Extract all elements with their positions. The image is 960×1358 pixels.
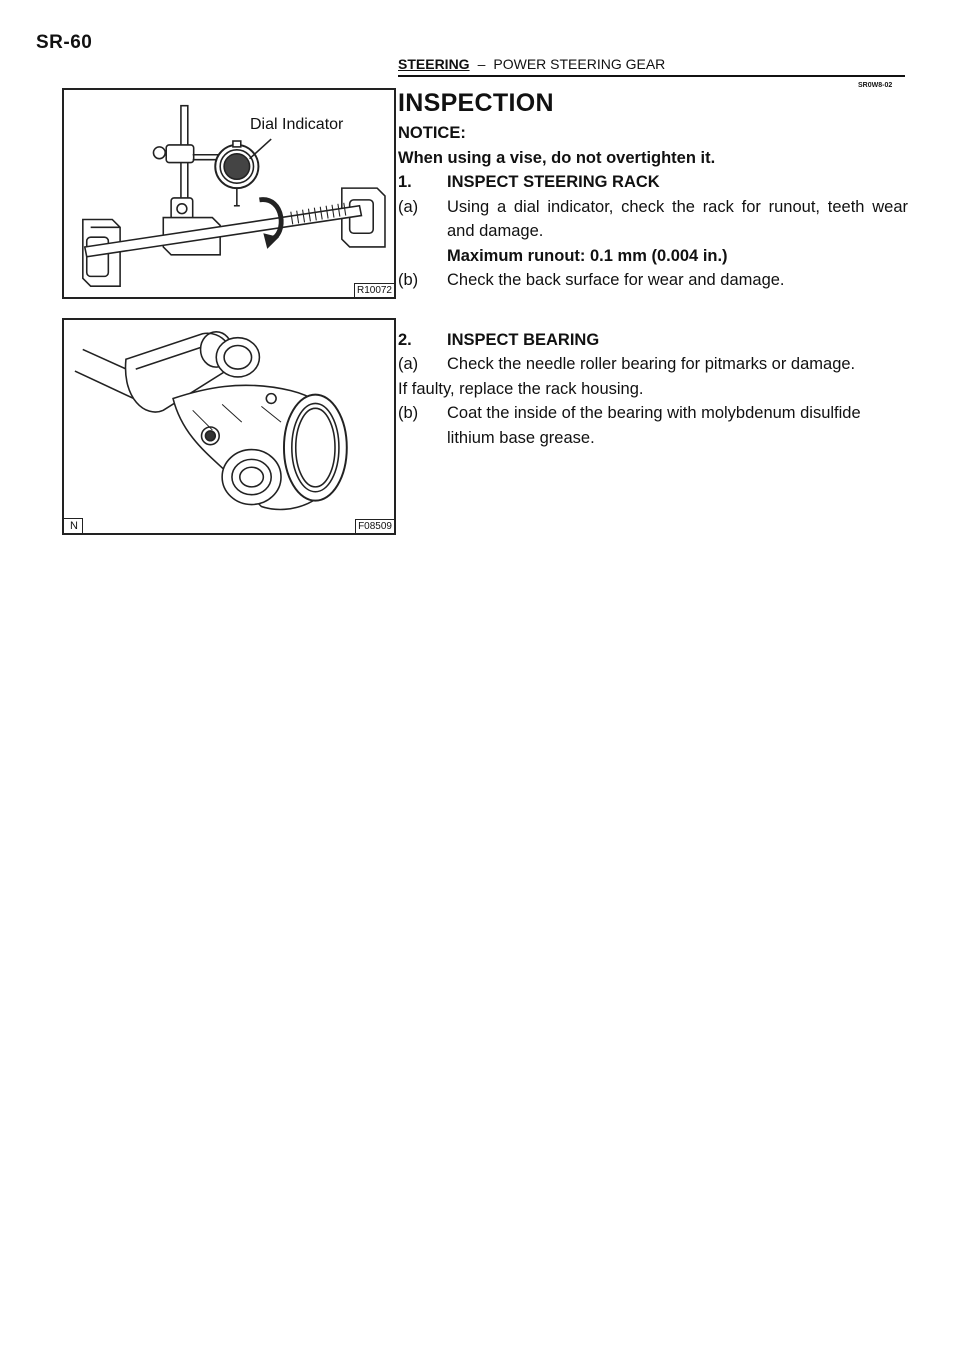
dial-indicator-icon [215,141,258,206]
rack-housing-illustration [64,320,394,533]
section-header [398,56,665,72]
figure-corner-label: N [64,518,83,533]
notice-text: When using a vise, do not overtighten it. [398,148,716,167]
inspection-title: INSPECTION [398,89,554,117]
item-text: Using a dial indicator, check the rack for runout, teeth wear and damage. [447,197,908,240]
step-2-heading [398,328,908,353]
runout-spec: Maximum runout: 0.1 mm (0.004 in.) [447,246,728,265]
page-code: SR-60 [36,32,93,53]
item-text: Coat the inside of the bearing with molybdenum disulfide lithium base grease. [447,404,861,447]
section-separator: – [477,56,486,72]
item-text: Check the needle roller bearing for pitmarks or damage. [447,355,856,373]
rack-runout-illustration [64,90,394,297]
inspection-text [398,88,908,450]
step-number: 2. [398,330,412,349]
document-code: SR0W8-02 [858,82,893,89]
item-label: (b) [398,404,419,422]
figure-id-r10072: R10072 [354,283,394,297]
item-label: (a) [398,197,419,216]
item-label: (a) [398,355,419,373]
step-heading: INSPECT BEARING [447,330,600,349]
step-1-item-b [398,268,908,293]
header-rule [398,75,905,77]
subsection-title: POWER STEERING GEAR [493,56,666,72]
step-2-item-b [398,401,908,450]
replace-note: If faulty, replace the rack housing. [398,379,644,398]
step-number: 1. [398,173,412,191]
step-heading: INSPECT STEERING RACK [447,173,660,191]
step-1-item-a [398,195,908,244]
figure-id-f08509: F08509 [355,519,394,533]
notice-label: NOTICE: [398,124,466,142]
step-1-heading [398,170,908,195]
figure-rack-runout [62,88,396,299]
item-label: (b) [398,271,419,289]
figure-rack-housing [62,318,396,535]
dial-indicator-label: Dial Indicator [250,116,344,133]
step-2-item-a [398,352,908,377]
section-title: STEERING [398,56,470,72]
item-text: Check the back surface for wear and damage. [447,271,785,289]
